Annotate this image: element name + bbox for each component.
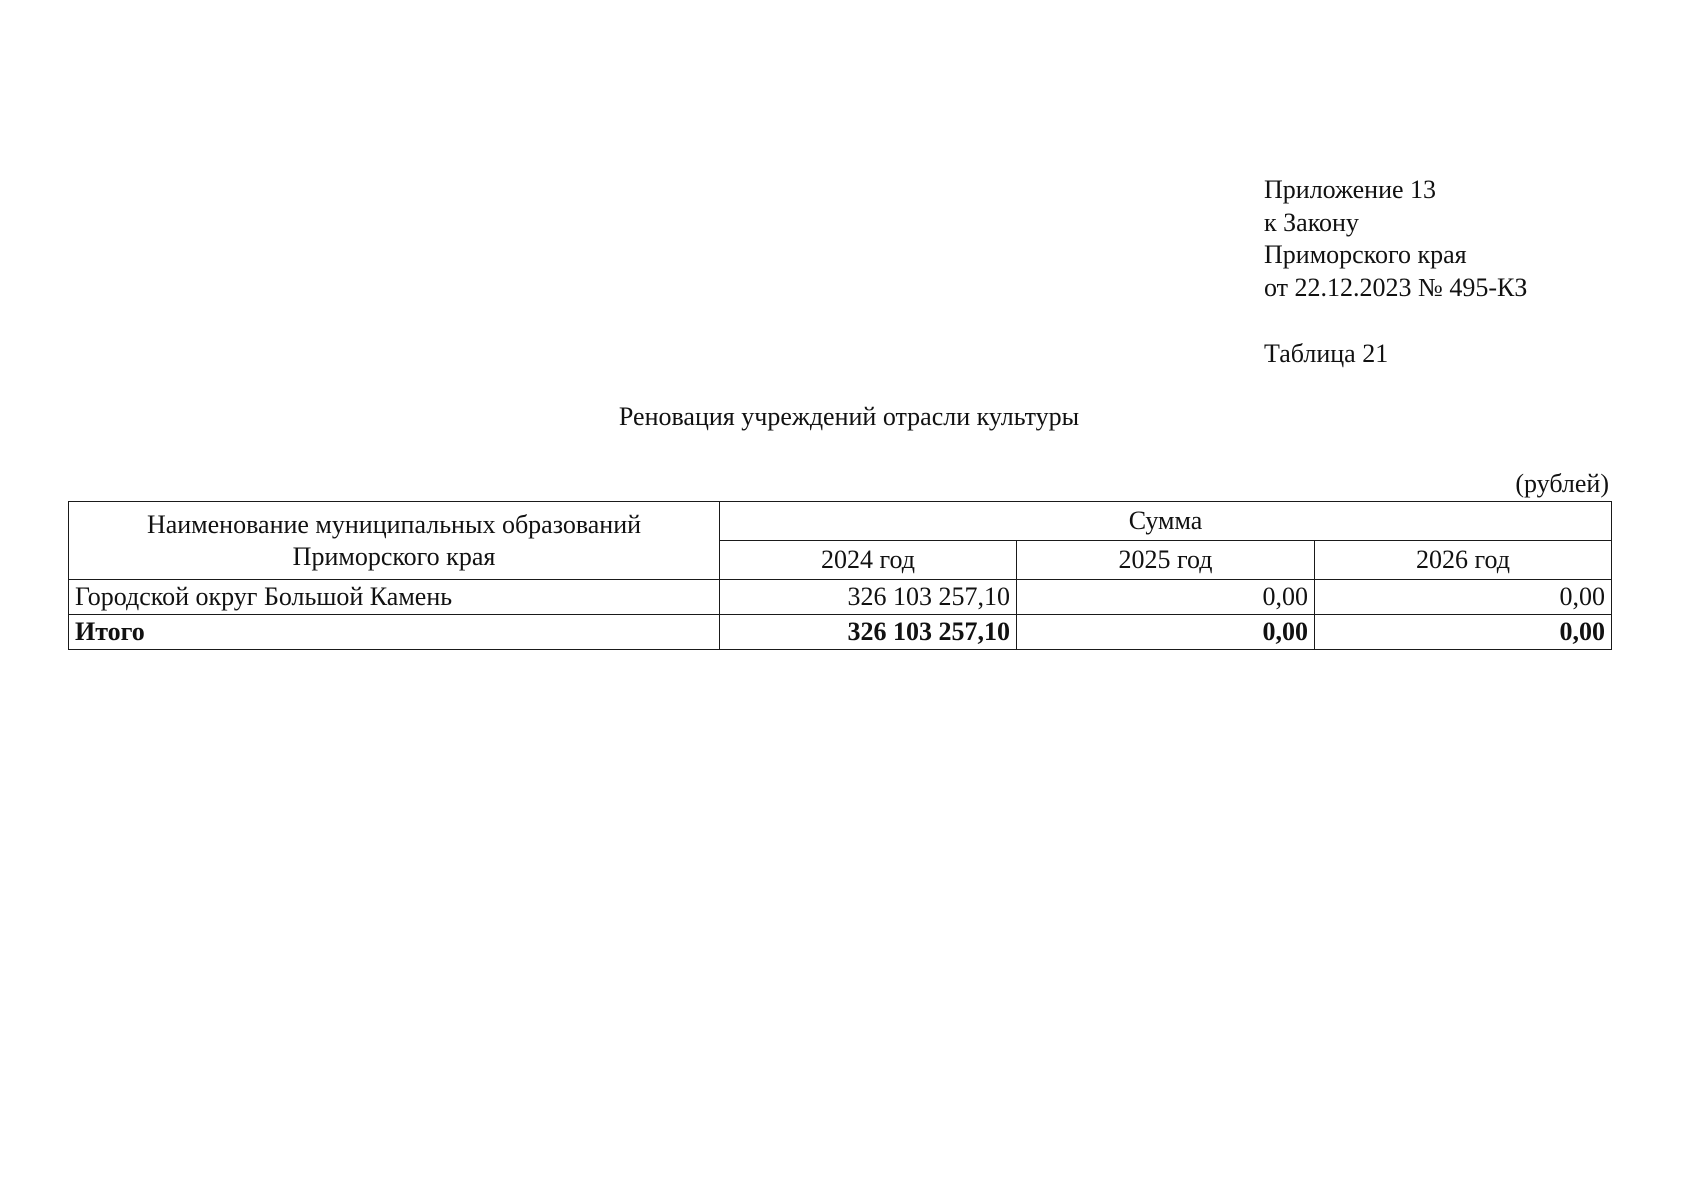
row-value-2024: 326 103 257,10 — [720, 580, 1017, 615]
appendix-line: от 22.12.2023 № 495-КЗ — [1264, 272, 1528, 302]
table-total-row — [69, 615, 1612, 650]
units-label: (рублей) — [1515, 469, 1609, 498]
header-year-2025: 2025 год — [1017, 541, 1315, 580]
row-value-2026: 0,00 — [1315, 580, 1612, 615]
appendix-block — [1264, 174, 1527, 304]
header-sum-cell: Сумма — [720, 502, 1612, 541]
table-row — [69, 580, 1612, 615]
row-name-cell: Городской округ Большой Камень — [69, 580, 720, 615]
appendix-line: Приморского края — [1264, 240, 1467, 269]
header-year-2026: 2026 год — [1315, 541, 1612, 580]
header-name-cell — [69, 502, 720, 580]
document-title: Реновация учреждений отрасли культуры — [618, 402, 1080, 431]
appendix-line: Приложение 13 — [1264, 175, 1437, 204]
total-value-2026: 0,00 — [1315, 615, 1612, 650]
total-value-2024: 326 103 257,10 — [720, 615, 1017, 650]
total-value-2025: 0,00 — [1017, 615, 1315, 650]
header-year-2024: 2024 год — [720, 541, 1017, 580]
total-label-cell: Итого — [69, 615, 720, 650]
table-number: Таблица 21 — [1264, 339, 1389, 368]
header-name-text: Наименование муниципальных образований Приморского края — [146, 509, 642, 571]
row-value-2025: 0,00 — [1017, 580, 1315, 615]
table-header-row — [69, 502, 1612, 541]
appendix-line: к Закону — [1264, 207, 1359, 237]
data-table — [68, 501, 1612, 650]
